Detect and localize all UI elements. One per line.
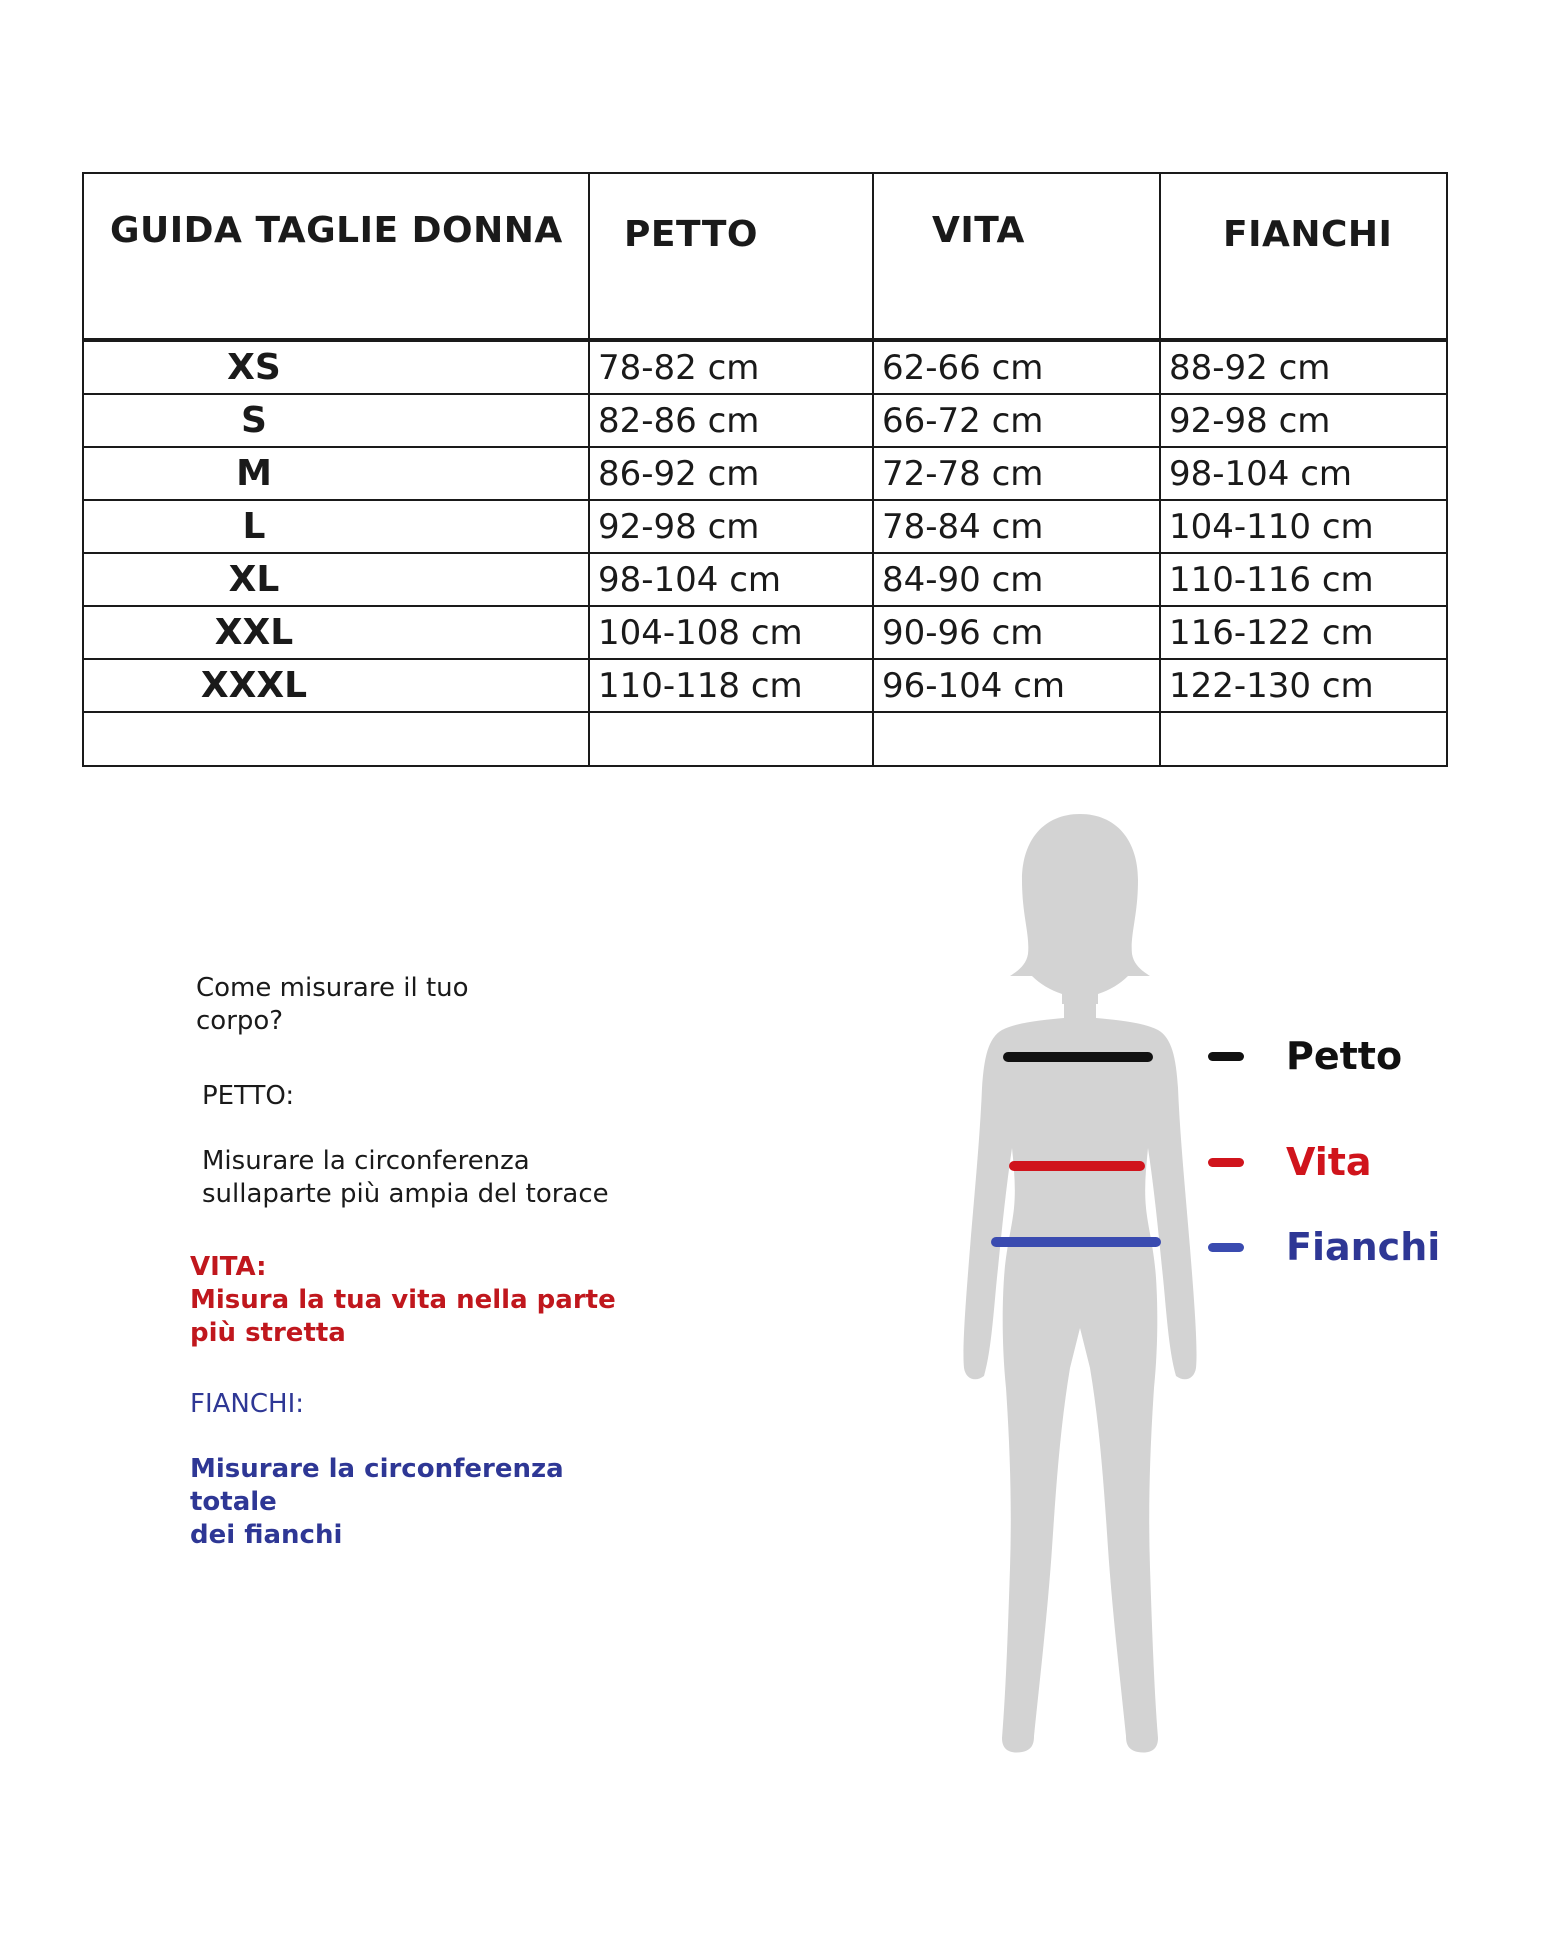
petto-heading: PETTO:	[202, 1081, 295, 1111]
fianchi-description-line: dei fianchi	[190, 1520, 343, 1550]
petto-cell: 92-98 cm	[589, 500, 873, 553]
vita-cell: 96-104 cm	[873, 659, 1160, 712]
instructions-title-line: corpo?	[196, 1006, 284, 1036]
legend-fianchi-label: Fianchi	[1286, 1225, 1441, 1269]
empty-cell	[1160, 712, 1447, 766]
petto-cell: 110-118 cm	[589, 659, 873, 712]
header-guide-title: GUIDA TAGLIE DONNA	[83, 173, 589, 340]
size-label: XXXL	[200, 665, 308, 706]
instructions-title-line: Come misurare il tuo	[196, 973, 469, 1003]
fianchi-cell: 98-104 cm	[1160, 447, 1447, 500]
fianchi-cell: 116-122 cm	[1160, 606, 1447, 659]
size-label: XL	[228, 559, 280, 600]
size-label: XS	[227, 347, 281, 388]
petto-cell: 98-104 cm	[589, 553, 873, 606]
size-label: XXL	[214, 612, 294, 653]
fianchi-cell: 92-98 cm	[1160, 394, 1447, 447]
size-cell	[83, 500, 589, 553]
header-petto: PETTO	[589, 173, 873, 340]
fianchi-cell: 88-92 cm	[1160, 340, 1447, 394]
legend-petto	[1208, 1034, 1402, 1078]
legend-vita-label: Vita	[1286, 1140, 1372, 1184]
body-silhouette-figure	[940, 808, 1220, 1768]
table-row	[83, 394, 1447, 447]
header-fianchi: FIANCHI	[1160, 173, 1447, 340]
fianchi-description	[190, 1453, 630, 1552]
size-cell	[83, 447, 589, 500]
vita-description	[190, 1284, 630, 1350]
empty-cell	[589, 712, 873, 766]
fianchi-heading: FIANCHI:	[190, 1389, 304, 1419]
empty-cell	[83, 712, 589, 766]
vita-cell: 84-90 cm	[873, 553, 1160, 606]
fianchi-cell: 110-116 cm	[1160, 553, 1447, 606]
size-cell	[83, 394, 589, 447]
body-shape	[963, 1018, 1196, 1752]
table-row-empty	[83, 712, 1447, 766]
vita-heading: VITA:	[190, 1252, 267, 1282]
size-cell	[83, 606, 589, 659]
size-cell	[83, 553, 589, 606]
table-header-row	[83, 173, 1447, 340]
vita-cell: 72-78 cm	[873, 447, 1160, 500]
fianchi-cell: 104-110 cm	[1160, 500, 1447, 553]
table-row	[83, 340, 1447, 394]
measure-instructions	[190, 972, 630, 1552]
table-row	[83, 553, 1447, 606]
head-shape	[1010, 814, 1150, 1004]
fianchi-description-line: Misurare la circonferenza totale	[190, 1454, 564, 1517]
petto-description	[202, 1145, 630, 1211]
legend-petto-label: Petto	[1286, 1034, 1403, 1078]
legend-vita-swatch	[1208, 1158, 1244, 1167]
petto-description-line: Misurare la circonferenza	[202, 1146, 530, 1176]
legend-vita	[1208, 1140, 1372, 1184]
empty-cell	[873, 712, 1160, 766]
petto-description-line: sullaparte più ampia del torace	[202, 1179, 609, 1209]
size-cell	[83, 659, 589, 712]
neck-shape	[1064, 988, 1096, 1022]
legend-fianchi	[1208, 1225, 1440, 1269]
fianchi-cell: 122-130 cm	[1160, 659, 1447, 712]
instructions-title	[196, 972, 630, 1038]
size-cell	[83, 340, 589, 394]
vita-cell: 66-72 cm	[873, 394, 1160, 447]
size-label: L	[242, 506, 266, 547]
table-row	[83, 659, 1447, 712]
petto-cell: 86-92 cm	[589, 447, 873, 500]
header-vita: VITA	[873, 173, 1160, 340]
vita-cell: 78-84 cm	[873, 500, 1160, 553]
legend-fianchi-swatch	[1208, 1243, 1244, 1252]
size-label: S	[241, 400, 267, 441]
vita-description-line: Misura la tua vita nella parte	[190, 1285, 616, 1315]
silhouette-icon	[963, 814, 1196, 1752]
petto-cell: 82-86 cm	[589, 394, 873, 447]
table-row	[83, 606, 1447, 659]
size-guide-table	[82, 172, 1448, 767]
petto-cell: 78-82 cm	[589, 340, 873, 394]
table-row	[83, 500, 1447, 553]
size-label: M	[236, 453, 272, 494]
table-row	[83, 447, 1447, 500]
vita-cell: 62-66 cm	[873, 340, 1160, 394]
legend-petto-swatch	[1208, 1052, 1244, 1061]
vita-cell: 90-96 cm	[873, 606, 1160, 659]
vita-description-line: più stretta	[190, 1318, 346, 1348]
petto-cell: 104-108 cm	[589, 606, 873, 659]
